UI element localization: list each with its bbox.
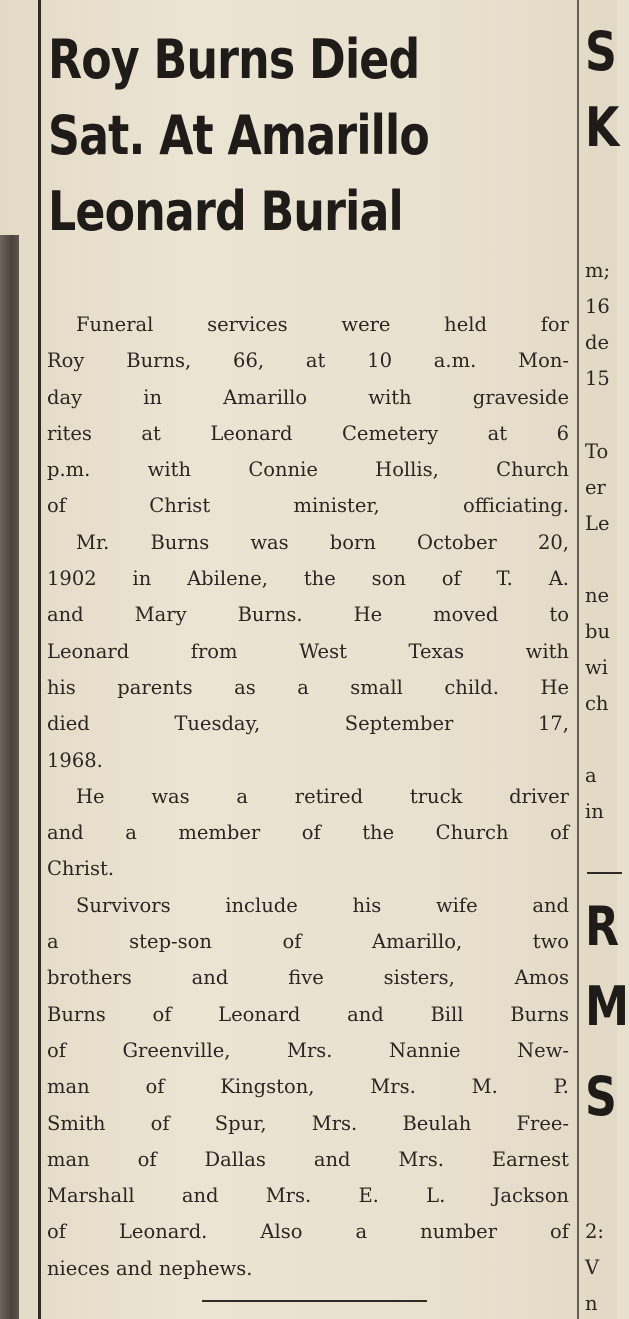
adjacent-text-fragment: a [585,764,597,787]
article-line: of Leonard. Also a number of [47,1220,569,1244]
adjacent-text-fragment: de [585,331,610,354]
article-line: day in Amarillo with graveside [47,385,569,409]
headline-line: Leonard Burial [48,180,403,243]
article-line: of Greenville, Mrs. Nannie New- [47,1038,569,1062]
article-line: Funeral services were held for [76,313,569,336]
article-line: Christ. [47,857,115,881]
adjacent-text-fragment: 16 [585,295,610,318]
article-line: rites at Leonard Cemetery at 6 [47,421,569,445]
adjacent-headline-letter: R [585,895,620,958]
article-headline [48,22,474,250]
article-line: of Christ minister, officiating. [47,494,569,518]
adjacent-text-fragment: n [585,1292,598,1315]
adjacent-text-fragment: 2: [585,1220,604,1243]
adjacent-headline-letter: M [585,975,629,1038]
article-end-rule [202,1300,427,1302]
adjacent-headline-letter: K [585,96,620,159]
headline-line: Sat. At Amarillo [48,104,429,167]
adjacent-text-fragment: er [585,476,606,499]
article-line: 1968. [47,748,103,772]
obituary-article [47,307,569,1287]
article-line: 1902 in Abilene, the son of T. A. [47,567,569,591]
article-line: and Mary Burns. He moved to [47,603,569,627]
adjacent-text-fragment: To [585,440,609,463]
adjacent-headline-letter: S [585,1065,617,1128]
article-line: He was a retired truck driver [76,784,569,808]
adjacent-column-rule [587,872,622,874]
article-line: Smith of Spur, Mrs. Beulah Free- [47,1111,569,1135]
adjacent-photo-strip [0,235,19,1319]
article-line: Marshall and Mrs. E. L. Jackson [47,1184,569,1208]
paragraph-funeral [47,307,569,525]
adjacent-text-fragment: Le [585,512,610,535]
adjacent-text-fragment: ne [585,584,610,607]
article-line: brothers and five sisters, Amos [47,966,569,990]
article-line: p.m. with Connie Hollis, Church [47,458,569,482]
article-line: Mr. Burns was born October 20, [76,530,569,554]
article-line: his parents as a small child. He [47,675,569,699]
article-line: Leonard from West Texas with [47,639,569,663]
adjacent-text-fragment: 15 [585,367,610,390]
headline-line: Roy Burns Died [48,28,420,91]
adjacent-text-fragment: in [585,800,604,823]
article-line: Survivors include his wife and [76,893,569,917]
article-line: Burns of Leonard and Bill Burns [47,1002,569,1026]
paragraph-occupation [47,779,569,888]
article-line: nieces and nephews. [47,1256,253,1280]
article-line: a step-son of Amarillo, two [47,930,569,954]
adjacent-text-fragment: m; [585,259,611,282]
adjacent-text-fragment: ch [585,692,609,715]
adjacent-text-fragment: wi [585,656,608,679]
adjacent-headline-letter: S [585,20,617,83]
article-line: man of Dallas and Mrs. Earnest [47,1147,569,1171]
adjacent-text-fragment: V [585,1256,600,1279]
article-line: and a member of the Church of [47,821,569,845]
column-rule-left [38,0,41,1319]
paragraph-biography [47,525,569,779]
article-line: died Tuesday, September 17, [47,712,569,736]
article-line: man of Kingston, Mrs. M. P. [47,1075,569,1099]
article-line: Roy Burns, 66, at 10 a.m. Mon- [47,349,569,373]
column-rule-right [577,0,579,1319]
adjacent-text-fragment: bu [585,620,611,643]
paragraph-survivors [47,888,569,1287]
adjacent-article-column [585,0,629,1319]
